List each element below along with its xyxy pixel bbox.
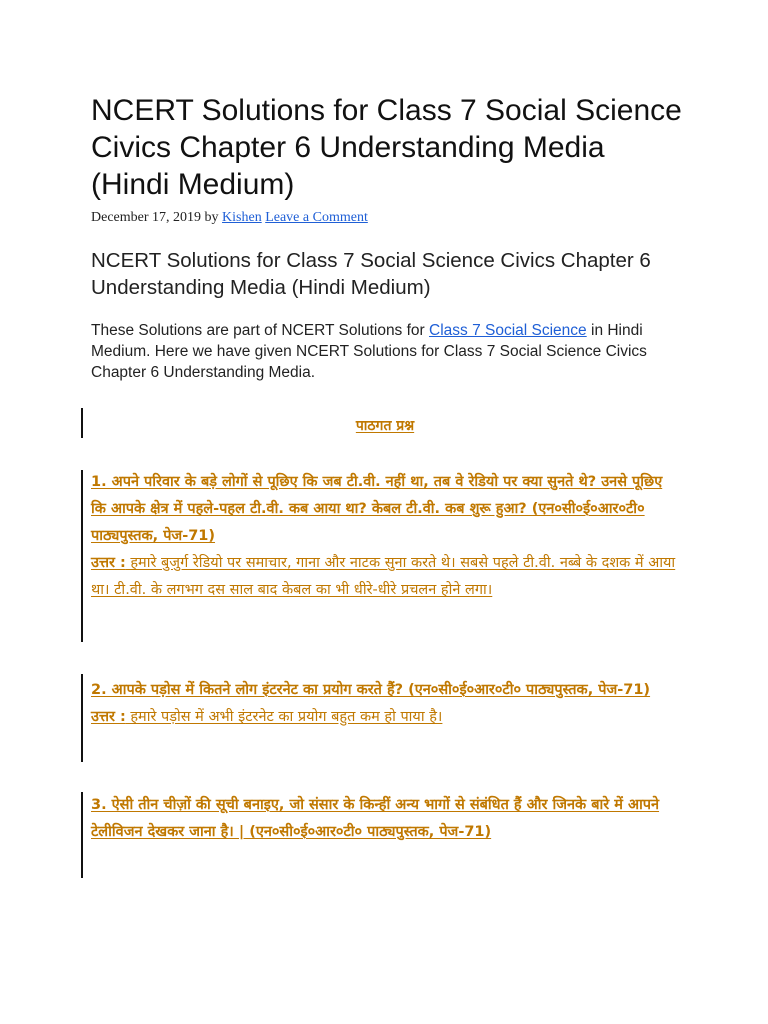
question-text: 3. ऐसी तीन चीज़ों की सूची बनाइए, जो संसार के किन्हीं अन्य भागों से संबंधित हैं और जिनके बारे में आपने टेलीविजन देखकर जाना है। | (एन०सी०ई०आर०टी० पाठ्यपुस्तक, पेज-71) [91,797,660,840]
intro-paragraph [91,320,691,383]
section-heading: पाठगत प्रश्न [355,418,415,434]
question-block-2 [91,677,681,731]
article-title: NCERT Solutions for Class 7 Social Science Civics Chapter 6 Understanding Media (Hindi Medium) [91,94,682,201]
answer-text: हमारे बुजुर्ग रेडियो पर समाचार, गाना और नाटक सुना करते थे। सबसे पहले टी.वी. नब्बे के दशक में आया था। टी.वी. के लगभग दस साल बाद केबल का भी धीरे-धीरे प्रचलन होने लगा। [91,555,676,598]
margin-bar [81,408,83,438]
leave-comment-link[interactable]: Leave a Comment [265,210,368,225]
article-subtitle: NCERT Solutions for Class 7 Social Science Civics Chapter 6 Understanding Media (Hindi Medium) [91,249,651,299]
post-meta [91,209,368,227]
margin-bar [81,674,83,762]
question-text: 1. अपने परिवार के बड़े लोगों से पूछिए कि जब टी.वी. नहीं था, तब वे रेडियो पर क्या सुनते थे? उनसे पूछिए कि आपके क्षेत्र में पहले-पहल टी.वी. कब आया था? केबल टी.वी. कब शुरू हुआ? (एन०सी०ई०आर०टी० पाठ्यपुस्तक, पेज-71) [91,474,663,544]
author-link[interactable]: Kishen [222,210,262,225]
question-block-3 [91,792,681,846]
answer-label: उत्तर : [91,709,126,725]
class-7-social-science-link[interactable]: Class 7 Social Science [429,322,587,339]
question-block-1 [91,469,681,604]
answer-text: हमारे पड़ोस में अभी इंटरनेट का प्रयोग बहुत कम हो पाया है। [125,709,443,725]
by-label: by [204,210,219,225]
margin-bar [81,792,83,878]
answer-label: उत्तर : [91,555,126,571]
post-date: December 17, 2019 [91,210,202,225]
intro-text-after: in Hindi Medium. Here we have given NCERT Solutions for Class 7 Social Science Civics Chapter 6 Understanding Media. [91,322,647,381]
margin-bar [81,470,83,642]
question-text: 2. आपके पड़ोस में कितने लोग इंटरनेट का प्रयोग करते हैं? (एन०सी०ई०आर०टी० पाठ्यपुस्तक, पेज-71) [91,682,651,698]
intro-text-before: These Solutions are part of NCERT Solutions for [91,322,430,339]
